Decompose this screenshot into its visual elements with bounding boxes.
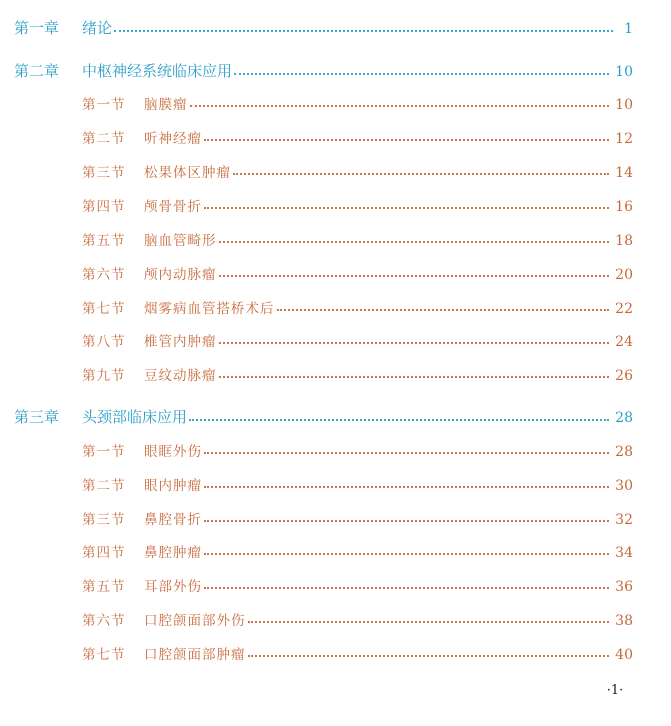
- section-title: 口腔颌面部外伤: [144, 613, 246, 629]
- section-title: 烟雾病血管搭桥术后: [144, 301, 275, 317]
- dot-leader: [248, 655, 610, 657]
- page-number: 34: [615, 545, 633, 561]
- toc-entry-chapter[interactable]: [14, 60, 633, 81]
- chapter-number: 第三章: [14, 408, 60, 426]
- toc-entry-section[interactable]: [82, 474, 633, 494]
- section-number: 第一节: [82, 97, 126, 113]
- dot-leader: [204, 207, 609, 209]
- section-title: 豆纹动脉瘤: [144, 368, 217, 384]
- section-number: 第九节: [82, 368, 126, 384]
- toc-entry-section[interactable]: [82, 127, 633, 147]
- page-number: 12: [615, 131, 633, 147]
- page-number: 10: [615, 97, 633, 113]
- section-title: 鼻腔肿瘤: [144, 545, 202, 561]
- section-number: 第四节: [82, 199, 126, 215]
- section-title: 眼眶外伤: [144, 444, 202, 460]
- section-title: 口腔颌面部肿瘤: [144, 647, 246, 663]
- section-number: 第三节: [82, 165, 126, 181]
- dot-leader: [219, 275, 610, 277]
- page-number: 24: [615, 334, 633, 350]
- section-number: 第六节: [82, 613, 126, 629]
- section-number: 第四节: [82, 545, 126, 561]
- page-number: 26: [615, 368, 633, 384]
- section-number: 第五节: [82, 233, 126, 249]
- toc-entry-section[interactable]: [82, 440, 633, 460]
- page-number: 20: [615, 267, 633, 283]
- page-number: 22: [615, 301, 633, 317]
- chapter-title: 绪论: [82, 19, 113, 37]
- toc-entry-section[interactable]: [82, 263, 633, 283]
- toc-entry-section[interactable]: [82, 297, 633, 317]
- toc-entry-section[interactable]: [82, 541, 633, 561]
- page-number: 10: [615, 64, 633, 80]
- footer-page-number: ·1·: [606, 683, 624, 698]
- toc-entry-chapter[interactable]: [14, 17, 633, 38]
- toc-entry-section[interactable]: [82, 643, 633, 663]
- section-title: 鼻腔骨折: [144, 512, 202, 528]
- dot-leader: [233, 173, 609, 175]
- section-title: 眼内肿瘤: [144, 478, 202, 494]
- section-title: 松果体区肿瘤: [144, 165, 231, 181]
- chapter-title: 中枢神经系统临床应用: [82, 62, 233, 80]
- dot-leader: [189, 419, 609, 421]
- toc-entry-section[interactable]: [82, 330, 633, 350]
- toc-entry-section[interactable]: [82, 364, 633, 384]
- dot-leader: [204, 520, 609, 522]
- section-number: 第二节: [82, 131, 126, 147]
- section-title: 脑膜瘤: [144, 97, 188, 113]
- dot-leader: [204, 553, 609, 555]
- dot-leader: [234, 73, 609, 75]
- section-title: 颅内动脉瘤: [144, 267, 217, 283]
- section-number: 第八节: [82, 334, 126, 350]
- toc-entry-chapter[interactable]: [14, 406, 633, 427]
- dot-leader: [204, 587, 609, 589]
- section-title: 脑血管畸形: [144, 233, 217, 249]
- chapter-title: 头颈部临床应用: [82, 408, 188, 426]
- page-number: 30: [615, 478, 633, 494]
- page-number: 28: [615, 410, 633, 426]
- page-number: 28: [615, 444, 633, 460]
- section-title: 椎管内肿瘤: [144, 334, 217, 350]
- toc-entry-section[interactable]: [82, 508, 633, 528]
- page-number: 38: [615, 613, 633, 629]
- dot-leader: [190, 105, 610, 107]
- dot-leader: [219, 241, 610, 243]
- section-title: 听神经瘤: [144, 131, 202, 147]
- dot-leader: [204, 139, 609, 141]
- section-number: 第五节: [82, 579, 126, 595]
- page-number: 14: [615, 165, 633, 181]
- section-number: 第六节: [82, 267, 126, 283]
- section-number: 第七节: [82, 647, 126, 663]
- dot-leader: [114, 30, 613, 32]
- page-number: 18: [615, 233, 633, 249]
- toc-entry-section[interactable]: [82, 93, 633, 113]
- dot-leader: [248, 621, 610, 623]
- section-number: 第三节: [82, 512, 126, 528]
- chapter-number: 第二章: [14, 62, 60, 80]
- toc-entry-section[interactable]: [82, 161, 633, 181]
- section-number: 第七节: [82, 301, 126, 317]
- chapter-number: 第一章: [14, 19, 60, 37]
- page-number: 1: [624, 21, 633, 37]
- toc-entry-section[interactable]: [82, 195, 633, 215]
- dot-leader: [204, 486, 609, 488]
- dot-leader: [204, 452, 609, 454]
- section-number: 第二节: [82, 478, 126, 494]
- page-number: 40: [615, 647, 633, 663]
- dot-leader: [219, 376, 610, 378]
- dot-leader: [219, 342, 610, 344]
- page-number: 36: [615, 579, 633, 595]
- toc-entry-section[interactable]: [82, 229, 633, 249]
- page-number: 32: [615, 512, 633, 528]
- toc-entry-section[interactable]: [82, 575, 633, 595]
- section-title: 颅骨骨折: [144, 199, 202, 215]
- page-number: 16: [615, 199, 633, 215]
- section-title: 耳部外伤: [144, 579, 202, 595]
- toc-entry-section[interactable]: [82, 609, 633, 629]
- dot-leader: [277, 309, 610, 311]
- section-number: 第一节: [82, 444, 126, 460]
